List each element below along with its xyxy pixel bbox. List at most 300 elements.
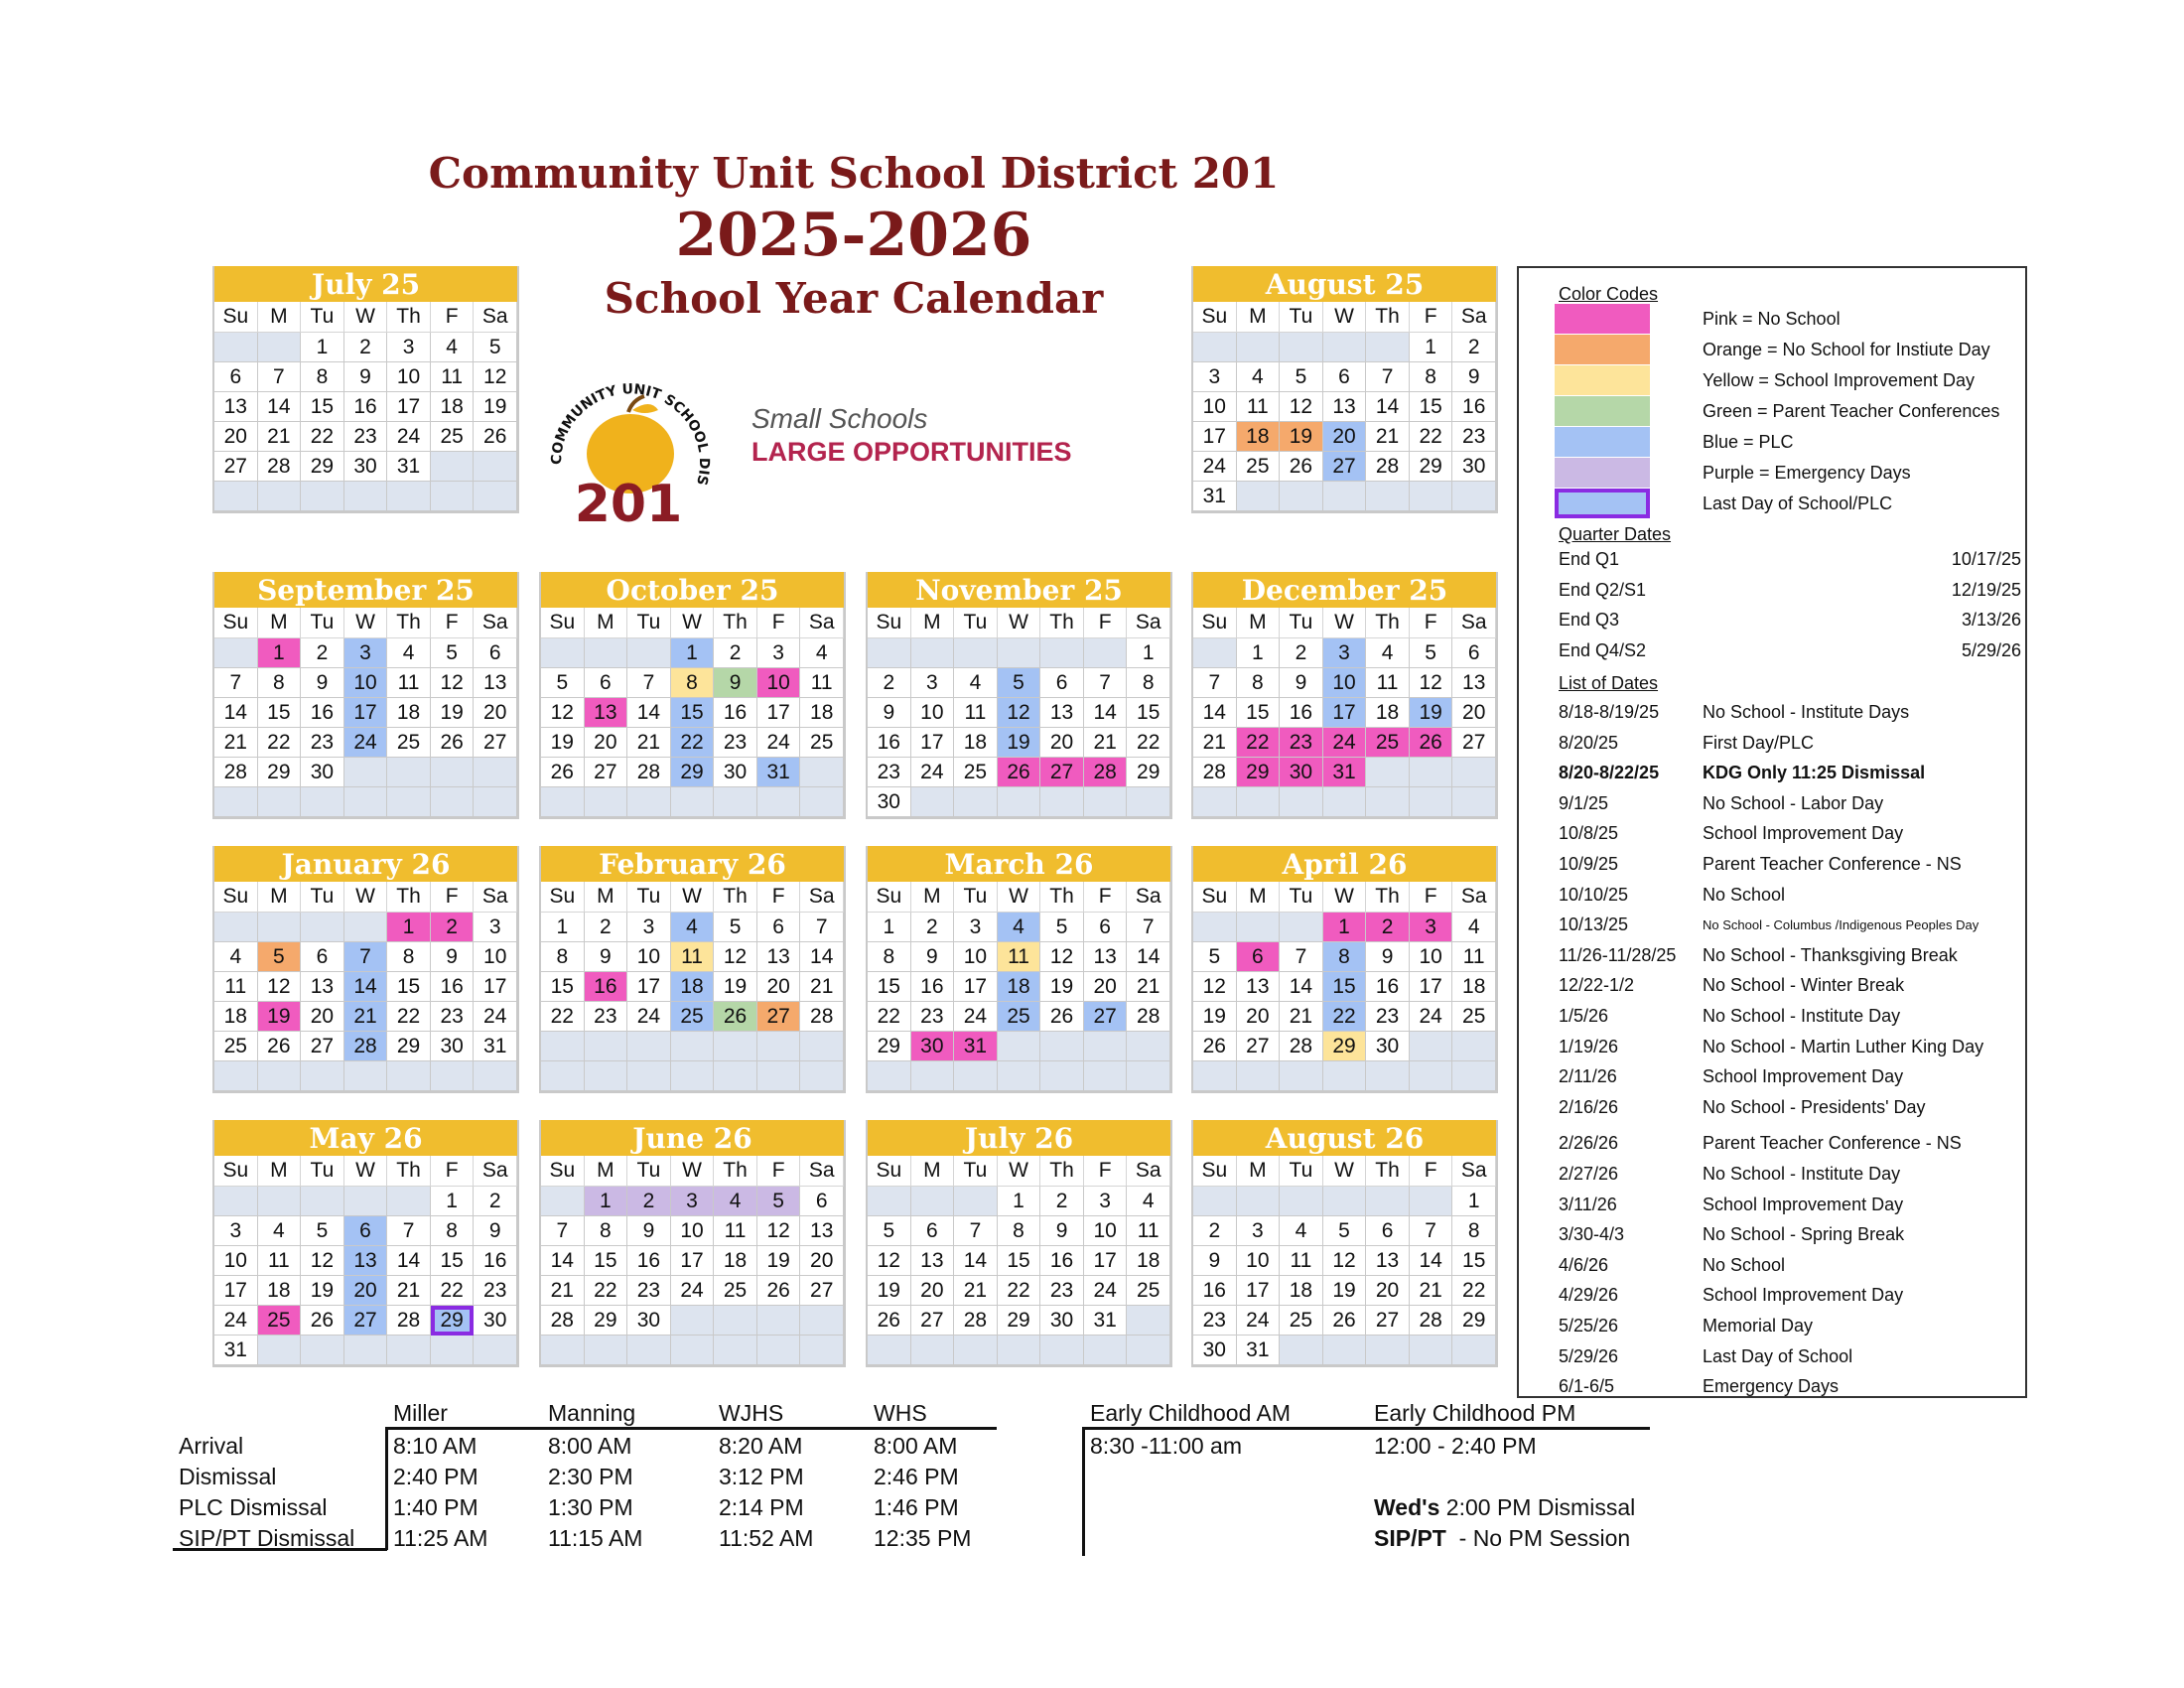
day-cell: 19 [1280, 422, 1323, 452]
weekday-label: Sa [1127, 608, 1170, 638]
day-cell: 20 [344, 1276, 388, 1306]
day-cell: 1 [1323, 913, 1367, 942]
event-description: First Day/PLC [1703, 732, 1815, 753]
empty-cell [1127, 1306, 1170, 1336]
day-cell: 7 [1193, 668, 1237, 698]
day-cell: 4 [214, 942, 258, 972]
weekday-label: M [1237, 302, 1281, 333]
day-cell: 7 [1366, 362, 1410, 392]
event-date: 2/27/26 [1559, 1164, 1619, 1184]
day-cell: 23 [1452, 422, 1496, 452]
day-cell: 24 [954, 1002, 998, 1032]
day-cell: 11 [1237, 392, 1281, 422]
day-cell: 5 [1410, 638, 1453, 668]
day-cell: 2 [868, 668, 911, 698]
weekday-label: M [911, 882, 955, 913]
day-cell: 24 [1193, 452, 1237, 482]
day-cell: 15 [671, 698, 715, 728]
day-cell: 26 [1410, 728, 1453, 758]
empty-cell [1366, 1336, 1410, 1365]
day-cell: 7 [1127, 913, 1170, 942]
day-cell: 12 [301, 1246, 344, 1276]
weekday-label: Su [868, 1156, 911, 1187]
day-cell: 30 [911, 1032, 955, 1061]
day-cell: 19 [998, 728, 1041, 758]
weekday-label: Tu [301, 1156, 344, 1187]
day-cell: 23 [1193, 1306, 1237, 1336]
empty-cell [1237, 1187, 1281, 1216]
logo-ring-text: COMMUNITY UNIT SCHOOL DIS [548, 381, 713, 488]
schedule-time: 1:40 PM [393, 1494, 478, 1520]
empty-cell [258, 1187, 302, 1216]
weekday-label: M [258, 882, 302, 913]
early-childhood-pm-title: Early Childhood PM [1374, 1400, 1576, 1426]
day-cell: 12 [868, 1246, 911, 1276]
day-cell: 16 [1452, 392, 1496, 422]
empty-cell [954, 1336, 998, 1365]
day-cell: 29 [1452, 1306, 1496, 1336]
day-cell: 28 [1366, 452, 1410, 482]
schedule-time: 12:35 PM [874, 1525, 972, 1551]
day-cell: 20 [301, 1002, 344, 1032]
weekday-label: Su [868, 882, 911, 913]
sip-pt-session: SIP/PT - No PM Session [1374, 1525, 1631, 1551]
day-cell: 3 [911, 668, 955, 698]
day-cell: 21 [258, 422, 302, 452]
day-cell: 16 [474, 1246, 517, 1276]
day-cell: 7 [800, 913, 844, 942]
day-cell: 25 [1452, 1002, 1496, 1032]
schedule-time: 8:00 AM [874, 1433, 958, 1459]
empty-cell [585, 1336, 628, 1365]
day-cell: 17 [627, 972, 671, 1002]
month-title: January 26 [214, 846, 517, 882]
day-cell: 6 [757, 913, 801, 942]
month-title: September 25 [214, 572, 517, 608]
day-cell: 26 [1040, 1002, 1084, 1032]
empty-cell [1323, 482, 1367, 511]
color-code-label: Yellow = School Improvement Day [1703, 370, 1975, 390]
day-cell: 31 [214, 1336, 258, 1365]
day-cell: 20 [757, 972, 801, 1002]
day-cell: 6 [301, 942, 344, 972]
weekday-label: Tu [301, 882, 344, 913]
day-cell: 4 [1237, 362, 1281, 392]
weekday-label: Su [214, 882, 258, 913]
day-cell: 4 [714, 1187, 757, 1216]
day-cell: 2 [1452, 333, 1496, 362]
empty-cell [757, 1336, 801, 1365]
weekday-label: Tu [954, 882, 998, 913]
day-cell: 30 [474, 1306, 517, 1336]
day-cell: 5 [1193, 942, 1237, 972]
day-cell: 30 [344, 452, 388, 482]
day-cell: 17 [387, 392, 431, 422]
day-cell: 9 [714, 668, 757, 698]
day-cell: 8 [998, 1216, 1041, 1246]
day-cell: 14 [214, 698, 258, 728]
empty-cell [714, 1032, 757, 1061]
day-cell: 12 [541, 698, 585, 728]
month-december-25 [1191, 572, 1498, 819]
day-cell: 12 [1323, 1246, 1367, 1276]
day-cell: 27 [301, 1032, 344, 1061]
day-cell: 17 [1084, 1246, 1128, 1276]
weekday-label: Tu [301, 302, 344, 333]
day-cell: 1 [387, 913, 431, 942]
day-cell: 28 [258, 452, 302, 482]
quarter-date: 3/13/26 [1961, 610, 2021, 630]
day-cell: 8 [585, 1216, 628, 1246]
weekday-label: Th [714, 1156, 757, 1187]
tagline-large: LARGE OPPORTUNITIES [751, 437, 1072, 467]
empty-cell [474, 1336, 517, 1365]
weekday-label: Sa [1452, 882, 1496, 913]
day-cell: 25 [671, 1002, 715, 1032]
day-cell: 29 [1323, 1032, 1367, 1061]
empty-cell [214, 638, 258, 668]
day-cell: 22 [431, 1276, 475, 1306]
day-cell: 6 [214, 362, 258, 392]
empty-cell [1452, 482, 1496, 511]
day-cell: 10 [954, 942, 998, 972]
quarter-label: End Q2/S1 [1559, 579, 1647, 600]
day-cell: 14 [954, 1246, 998, 1276]
month-july-25 [212, 266, 519, 513]
day-cell: 10 [1410, 942, 1453, 972]
day-cell: 4 [954, 668, 998, 698]
day-cell: 18 [387, 698, 431, 728]
weekday-label: W [671, 882, 715, 913]
day-cell: 11 [1366, 668, 1410, 698]
day-cell: 24 [1410, 1002, 1453, 1032]
day-cell: 22 [387, 1002, 431, 1032]
schedule-row-label: PLC Dismissal [179, 1494, 328, 1520]
day-cell: 22 [1410, 422, 1453, 452]
empty-cell [1410, 1187, 1453, 1216]
empty-cell [868, 1336, 911, 1365]
day-cell: 14 [800, 942, 844, 972]
empty-cell [1452, 1032, 1496, 1061]
day-cell: 18 [1237, 422, 1281, 452]
weekday-label: W [998, 1156, 1041, 1187]
day-cell: 17 [1193, 422, 1237, 452]
empty-cell [1237, 333, 1281, 362]
day-cell: 16 [911, 972, 955, 1002]
empty-cell [344, 1187, 388, 1216]
schedule-time: 11:25 AM [393, 1525, 488, 1551]
empty-cell [1040, 638, 1084, 668]
empty-cell [474, 452, 517, 482]
month-august-26 [1191, 1120, 1498, 1367]
day-cell: 21 [541, 1276, 585, 1306]
day-cell: 30 [431, 1032, 475, 1061]
day-cell: 15 [258, 698, 302, 728]
empty-cell [431, 758, 475, 787]
day-cell: 3 [757, 638, 801, 668]
day-cell: 28 [541, 1306, 585, 1336]
day-cell: 5 [868, 1216, 911, 1246]
empty-cell [1323, 333, 1367, 362]
day-cell: 12 [998, 698, 1041, 728]
day-cell: 26 [998, 758, 1041, 787]
day-cell: 3 [954, 913, 998, 942]
empty-cell [301, 787, 344, 817]
color-swatch-purple [1555, 458, 1650, 488]
weekday-label: W [671, 608, 715, 638]
schedule-time: 2:14 PM [719, 1494, 804, 1520]
day-cell: 25 [258, 1306, 302, 1336]
empty-cell [1452, 787, 1496, 817]
day-cell: 30 [301, 758, 344, 787]
empty-cell [1193, 1187, 1237, 1216]
event-date: 3/30-4/3 [1559, 1224, 1625, 1245]
empty-cell [1084, 1061, 1128, 1091]
day-cell: 19 [1410, 698, 1453, 728]
weekday-label: W [344, 882, 388, 913]
weekday-label: M [585, 882, 628, 913]
weekday-label: F [1084, 608, 1128, 638]
color-code-label: Pink = No School [1703, 309, 1841, 329]
day-cell: 1 [301, 333, 344, 362]
day-cell: 20 [474, 698, 517, 728]
weekday-label: Sa [800, 882, 844, 913]
empty-cell [1127, 1061, 1170, 1091]
day-cell: 1 [1452, 1187, 1496, 1216]
weekday-label: Th [1040, 1156, 1084, 1187]
day-cell: 9 [344, 362, 388, 392]
day-cell: 7 [954, 1216, 998, 1246]
event-date: 8/18-8/19/25 [1559, 702, 1660, 722]
early-childhood-am-title: Early Childhood AM [1090, 1400, 1291, 1426]
day-cell: 23 [868, 758, 911, 787]
day-cell: 29 [868, 1032, 911, 1061]
event-description: No School - Institute Days [1703, 702, 1910, 722]
day-cell: 13 [1323, 392, 1367, 422]
day-cell: 23 [627, 1276, 671, 1306]
empty-cell [1280, 1187, 1323, 1216]
day-cell: 25 [214, 1032, 258, 1061]
empty-cell [1323, 787, 1367, 817]
day-cell: 14 [1280, 972, 1323, 1002]
day-cell: 14 [1193, 698, 1237, 728]
day-cell: 15 [1127, 698, 1170, 728]
empty-cell [911, 638, 955, 668]
day-cell: 13 [214, 392, 258, 422]
day-cell: 5 [1323, 1216, 1367, 1246]
weekday-label: Tu [1280, 608, 1323, 638]
day-cell: 21 [1280, 1002, 1323, 1032]
event-date: 9/1/25 [1559, 792, 1609, 813]
day-cell: 5 [757, 1187, 801, 1216]
day-cell: 31 [1084, 1306, 1128, 1336]
empty-cell [800, 758, 844, 787]
day-cell: 4 [387, 638, 431, 668]
day-cell: 3 [627, 913, 671, 942]
schedule-row-label: Dismissal [179, 1464, 277, 1489]
day-cell: 31 [387, 452, 431, 482]
color-swatch-blue [1555, 427, 1650, 457]
day-cell: 9 [1280, 668, 1323, 698]
day-cell: 13 [1084, 942, 1128, 972]
weekday-label: F [757, 608, 801, 638]
empty-cell [1280, 1336, 1323, 1365]
day-cell: 6 [585, 668, 628, 698]
day-cell: 21 [1366, 422, 1410, 452]
empty-cell [998, 638, 1041, 668]
empty-cell [1323, 1187, 1367, 1216]
day-cell: 11 [1127, 1216, 1170, 1246]
day-cell: 22 [1237, 728, 1281, 758]
day-cell: 13 [344, 1246, 388, 1276]
empty-cell [1280, 913, 1323, 942]
weekday-label: Sa [474, 1156, 517, 1187]
day-cell: 6 [800, 1187, 844, 1216]
day-cell: 18 [954, 728, 998, 758]
empty-cell [387, 1061, 431, 1091]
empty-cell [258, 1336, 302, 1365]
weekday-label: Th [387, 882, 431, 913]
weekday-label: Sa [1452, 302, 1496, 333]
day-cell: 29 [1410, 452, 1453, 482]
weekday-label: Tu [954, 608, 998, 638]
weekday-label: W [671, 1156, 715, 1187]
weekday-label: Sa [800, 608, 844, 638]
empty-cell [214, 787, 258, 817]
day-cell: 27 [757, 1002, 801, 1032]
wednesday-dismissal: Wed's 2:00 PM Dismissal [1374, 1494, 1636, 1520]
weekday-label: F [431, 1156, 475, 1187]
day-cell: 22 [998, 1276, 1041, 1306]
empty-cell [671, 1306, 715, 1336]
empty-cell [800, 787, 844, 817]
day-cell: 27 [1084, 1002, 1128, 1032]
tagline-small: Small Schools [751, 403, 928, 434]
empty-cell [387, 1336, 431, 1365]
day-cell: 15 [1452, 1246, 1496, 1276]
event-description: No School - Martin Luther King Day [1703, 1036, 1984, 1056]
day-cell: 28 [1193, 758, 1237, 787]
day-cell: 19 [1193, 1002, 1237, 1032]
day-cell: 20 [1452, 698, 1496, 728]
empty-cell [868, 1187, 911, 1216]
empty-cell [1280, 1061, 1323, 1091]
empty-cell [868, 1061, 911, 1091]
weekday-label: Tu [627, 882, 671, 913]
day-cell: 7 [214, 668, 258, 698]
day-cell: 23 [911, 1002, 955, 1032]
empty-cell [998, 787, 1041, 817]
empty-cell [1452, 1336, 1496, 1365]
empty-cell [344, 1061, 388, 1091]
quarter-label: End Q1 [1559, 549, 1620, 569]
day-cell: 5 [541, 668, 585, 698]
day-cell: 10 [1323, 668, 1367, 698]
empty-cell [1323, 1061, 1367, 1091]
day-cell: 3 [1084, 1187, 1128, 1216]
color-code-label: Green = Parent Teacher Conferences [1703, 401, 2000, 421]
color-code-label: Last Day of School/PLC [1703, 493, 1893, 513]
day-cell: 29 [301, 452, 344, 482]
day-cell: 11 [431, 362, 475, 392]
day-cell: 9 [1452, 362, 1496, 392]
event-date: 2/11/26 [1559, 1066, 1617, 1087]
day-cell: 13 [911, 1246, 955, 1276]
day-cell: 22 [301, 422, 344, 452]
weekday-label: Th [1366, 882, 1410, 913]
school-whs: WHS [874, 1400, 927, 1426]
schedule-time: 11:15 AM [548, 1525, 643, 1551]
day-cell: 21 [344, 1002, 388, 1032]
empty-cell [1040, 1336, 1084, 1365]
empty-cell [214, 482, 258, 511]
weekday-label: F [1084, 882, 1128, 913]
empty-cell [301, 1187, 344, 1216]
event-date: 10/9/25 [1559, 854, 1619, 874]
day-cell: 3 [671, 1187, 715, 1216]
day-cell: 15 [431, 1246, 475, 1276]
day-cell: 1 [1410, 333, 1453, 362]
day-cell: 22 [258, 728, 302, 758]
empty-cell [1127, 1336, 1170, 1365]
day-cell: 21 [954, 1276, 998, 1306]
event-date: 5/25/26 [1559, 1316, 1619, 1336]
weekday-label: Tu [954, 1156, 998, 1187]
event-description: Memorial Day [1703, 1316, 1814, 1336]
month-title: March 26 [868, 846, 1170, 882]
empty-cell [714, 1306, 757, 1336]
day-cell: 8 [1323, 942, 1367, 972]
day-cell: 5 [474, 333, 517, 362]
day-cell: 27 [1323, 452, 1367, 482]
day-cell: 8 [541, 942, 585, 972]
weekday-label: F [431, 882, 475, 913]
empty-cell [954, 1061, 998, 1091]
empty-cell [911, 787, 955, 817]
day-cell: 2 [1280, 638, 1323, 668]
day-cell: 19 [1040, 972, 1084, 1002]
weekday-label: W [344, 302, 388, 333]
day-cell: 8 [431, 1216, 475, 1246]
empty-cell [585, 787, 628, 817]
day-cell: 25 [1366, 728, 1410, 758]
day-cell: 9 [1193, 1246, 1237, 1276]
weekday-label: M [258, 1156, 302, 1187]
weekday-label: Tu [1280, 302, 1323, 333]
empty-cell [757, 1061, 801, 1091]
weekday-label: Th [1366, 1156, 1410, 1187]
day-cell: 25 [998, 1002, 1041, 1032]
event-description: Parent Teacher Conference - NS [1703, 854, 1962, 874]
day-cell: 23 [1280, 728, 1323, 758]
weekday-label: Th [387, 608, 431, 638]
day-cell: 27 [1040, 758, 1084, 787]
empty-cell [1410, 787, 1453, 817]
color-swatch-yellow [1555, 365, 1650, 395]
day-cell: 9 [474, 1216, 517, 1246]
event-date: 11/26-11/28/25 [1559, 944, 1677, 965]
quarter-label: End Q4/S2 [1559, 639, 1647, 660]
day-cell: 2 [627, 1187, 671, 1216]
event-description: No School - Institute Day [1703, 1006, 1901, 1026]
weekday-label: Tu [627, 608, 671, 638]
empty-cell [474, 1061, 517, 1091]
day-cell: 26 [541, 758, 585, 787]
event-date: 10/13/25 [1559, 914, 1629, 935]
day-cell: 9 [1366, 942, 1410, 972]
weekday-label: W [1323, 882, 1367, 913]
day-cell: 9 [868, 698, 911, 728]
